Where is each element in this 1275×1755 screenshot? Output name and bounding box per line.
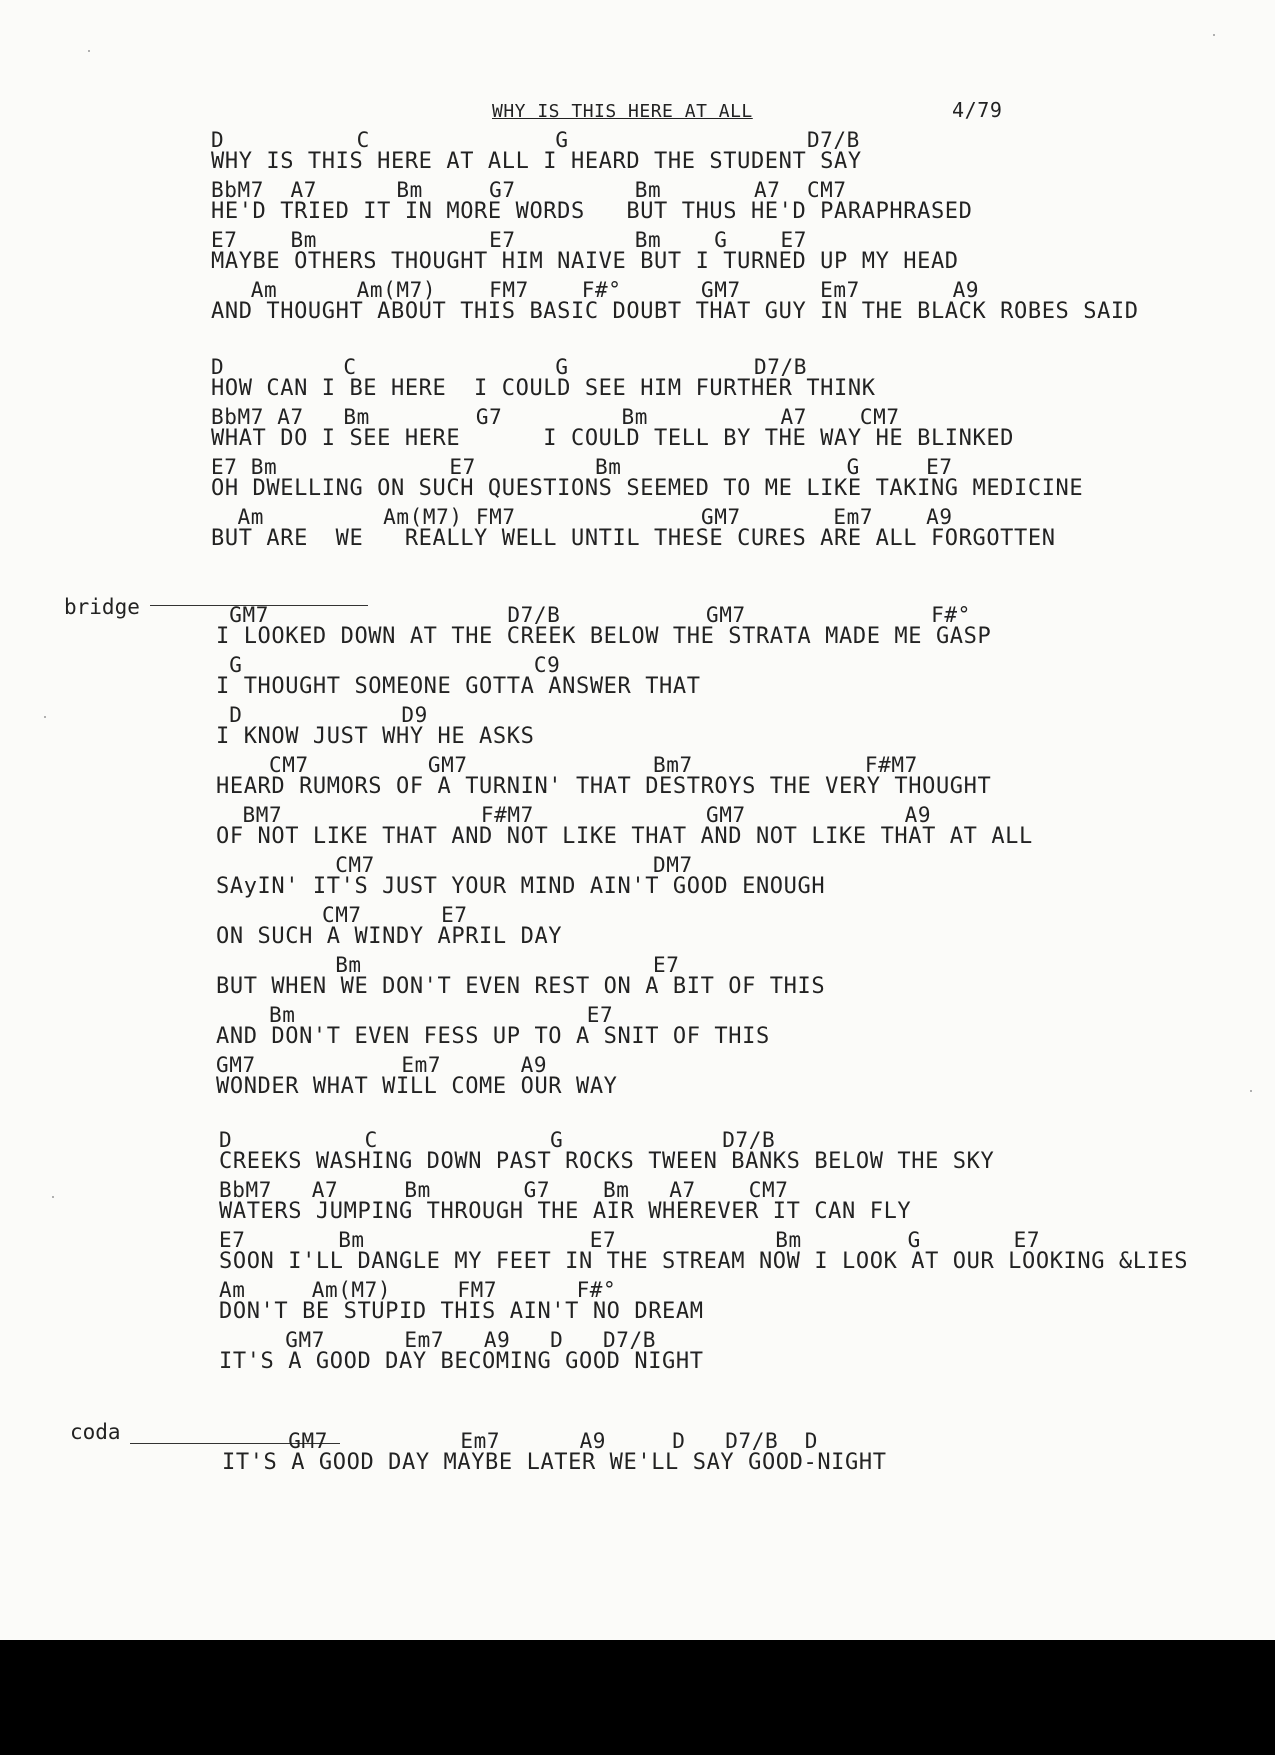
verse1-lyric-4: AND THOUGHT ABOUT THIS BASIC DOUBT THAT GUY IN THE BLACK ROBES SAID <box>211 299 1139 324</box>
bridge-lyric-2: I THOUGHT SOMEONE GOTTA ANSWER THAT <box>216 674 701 699</box>
bridge-chords-3: D D9 <box>216 703 428 727</box>
verse3-chords-2: BbM7 A7 Bm G7 Bm A7 CM7 <box>219 1178 789 1202</box>
verse2-lyric-4: BUT ARE WE REALLY WELL UNTIL THESE CURES ARE ALL FORGOTTEN <box>211 526 1056 551</box>
verse2-chords-4: Am Am(M7) FM7 GM7 Em7 A9 <box>211 505 953 529</box>
verse3-chords-3: E7 Bm E7 Bm G E7 <box>219 1228 1041 1252</box>
bridge-label: bridge <box>64 595 140 619</box>
bridge-chords-5: BM7 F#M7 GM7 A9 <box>216 803 932 827</box>
bridge-chords-7: CM7 E7 <box>216 903 468 927</box>
bridge-chords-1: GM7 D7/B GM7 F#° <box>216 603 971 627</box>
bridge-lyric-7: ON SUCH A WINDY APRIL DAY <box>216 924 563 949</box>
coda-chords-1: GM7 Em7 A9 D D7/B D <box>222 1429 818 1453</box>
coda-lyric-1: IT'S A GOOD DAY MAYBE LATER WE'LL SAY GOOD-NIGHT <box>222 1450 887 1475</box>
bridge-chords-8: Bm E7 <box>216 953 680 977</box>
verse2-chords-1: D C G D7/B <box>211 355 807 379</box>
bridge-chords-6: CM7 DM7 <box>216 853 693 877</box>
verse3-chords-5: GM7 Em7 A9 D D7/B <box>219 1328 657 1352</box>
coda-label: coda <box>70 1420 121 1444</box>
verse3-chords-4: Am Am(M7) FM7 F#° <box>219 1278 617 1302</box>
bridge-chords-9: Bm E7 <box>216 1003 614 1027</box>
verse2-lyric-2: WHAT DO I SEE HERE I COULD TELL BY THE WAY HE BLINKED <box>211 426 1015 451</box>
bridge-lyric-4: HEARD RUMORS OF A TURNIN' THAT DESTROYS THE VERY THOUGHT <box>216 774 992 799</box>
bridge-chords-2: G C9 <box>216 653 561 677</box>
verse3-lyric-4: DON'T BE STUPID THIS AIN'T NO DREAM <box>219 1299 704 1324</box>
verse1-lyric-2: HE'D TRIED IT IN MORE WORDS BUT THUS HE'D PARAPHRASED <box>211 199 973 224</box>
bridge-lyric-9: AND DON'T EVEN FESS UP TO A SNIT OF THIS <box>216 1024 770 1049</box>
verse1-chords-2: BbM7 A7 Bm G7 Bm A7 CM7 <box>211 178 847 202</box>
verse2-lyric-1: HOW CAN I BE HERE I COULD SEE HIM FURTHER THINK <box>211 376 876 401</box>
verse3-lyric-1: CREEKS WASHING DOWN PAST ROCKS TWEEN BANKS BELOW THE SKY <box>219 1149 995 1174</box>
bridge-lyric-5: OF NOT LIKE THAT AND NOT LIKE THAT AND NOT LIKE THAT AT ALL <box>216 824 1033 849</box>
verse1-lyric-1: WHY IS THIS HERE AT ALL I HEARD THE STUDENT SAY <box>211 149 862 174</box>
verse2-chords-2: BbM7 A7 Bm G7 Bm A7 CM7 <box>211 405 900 429</box>
verse1-lyric-3: MAYBE OTHERS THOUGHT HIM NAIVE BUT I TURNED UP MY HEAD <box>211 249 959 274</box>
verse2-chords-3: E7 Bm E7 Bm G E7 <box>211 455 953 479</box>
bridge-lyric-10: WONDER WHAT WILL COME OUR WAY <box>216 1074 618 1099</box>
bridge-lyric-8: BUT WHEN WE DON'T EVEN REST ON A BIT OF THIS <box>216 974 826 999</box>
verse2-lyric-3: OH DWELLING ON SUCH QUESTIONS SEEMED TO ME LIKE TAKING MEDICINE <box>211 476 1084 501</box>
song-title: WHY IS THIS HERE AT ALL <box>492 101 753 122</box>
bridge-chords-4: CM7 GM7 Bm7 F#M7 <box>216 753 918 777</box>
verse3-chords-1: D C G D7/B <box>219 1128 776 1152</box>
verse3-lyric-5: IT'S A GOOD DAY BECOMING GOOD NIGHT <box>219 1349 704 1374</box>
bridge-lyric-3: I KNOW JUST WHY HE ASKS <box>216 724 535 749</box>
verse3-lyric-2: WATERS JUMPING THROUGH THE AIR WHEREVER IT CAN FLY <box>219 1199 912 1224</box>
verse1-chords-3: E7 Bm E7 Bm G E7 <box>211 228 807 252</box>
bridge-lyric-6: SAyIN' IT'S JUST YOUR MIND AIN'T GOOD ENOUGH <box>216 874 826 899</box>
verse1-chords-1: D C G D7/B <box>211 128 860 152</box>
bridge-lyric-1: I LOOKED DOWN AT THE CREEK BELOW THE STRATA MADE ME GASP <box>216 624 992 649</box>
verse1-chords-4: Am Am(M7) FM7 F#° GM7 Em7 A9 <box>211 278 980 302</box>
bridge-chords-10: GM7 Em7 A9 <box>216 1053 548 1077</box>
song-date: 4/79 <box>952 98 1003 122</box>
verse3-lyric-3: SOON I'LL DANGLE MY FEET IN THE STREAM NOW I LOOK AT OUR LOOKING &LIES <box>219 1249 1189 1274</box>
